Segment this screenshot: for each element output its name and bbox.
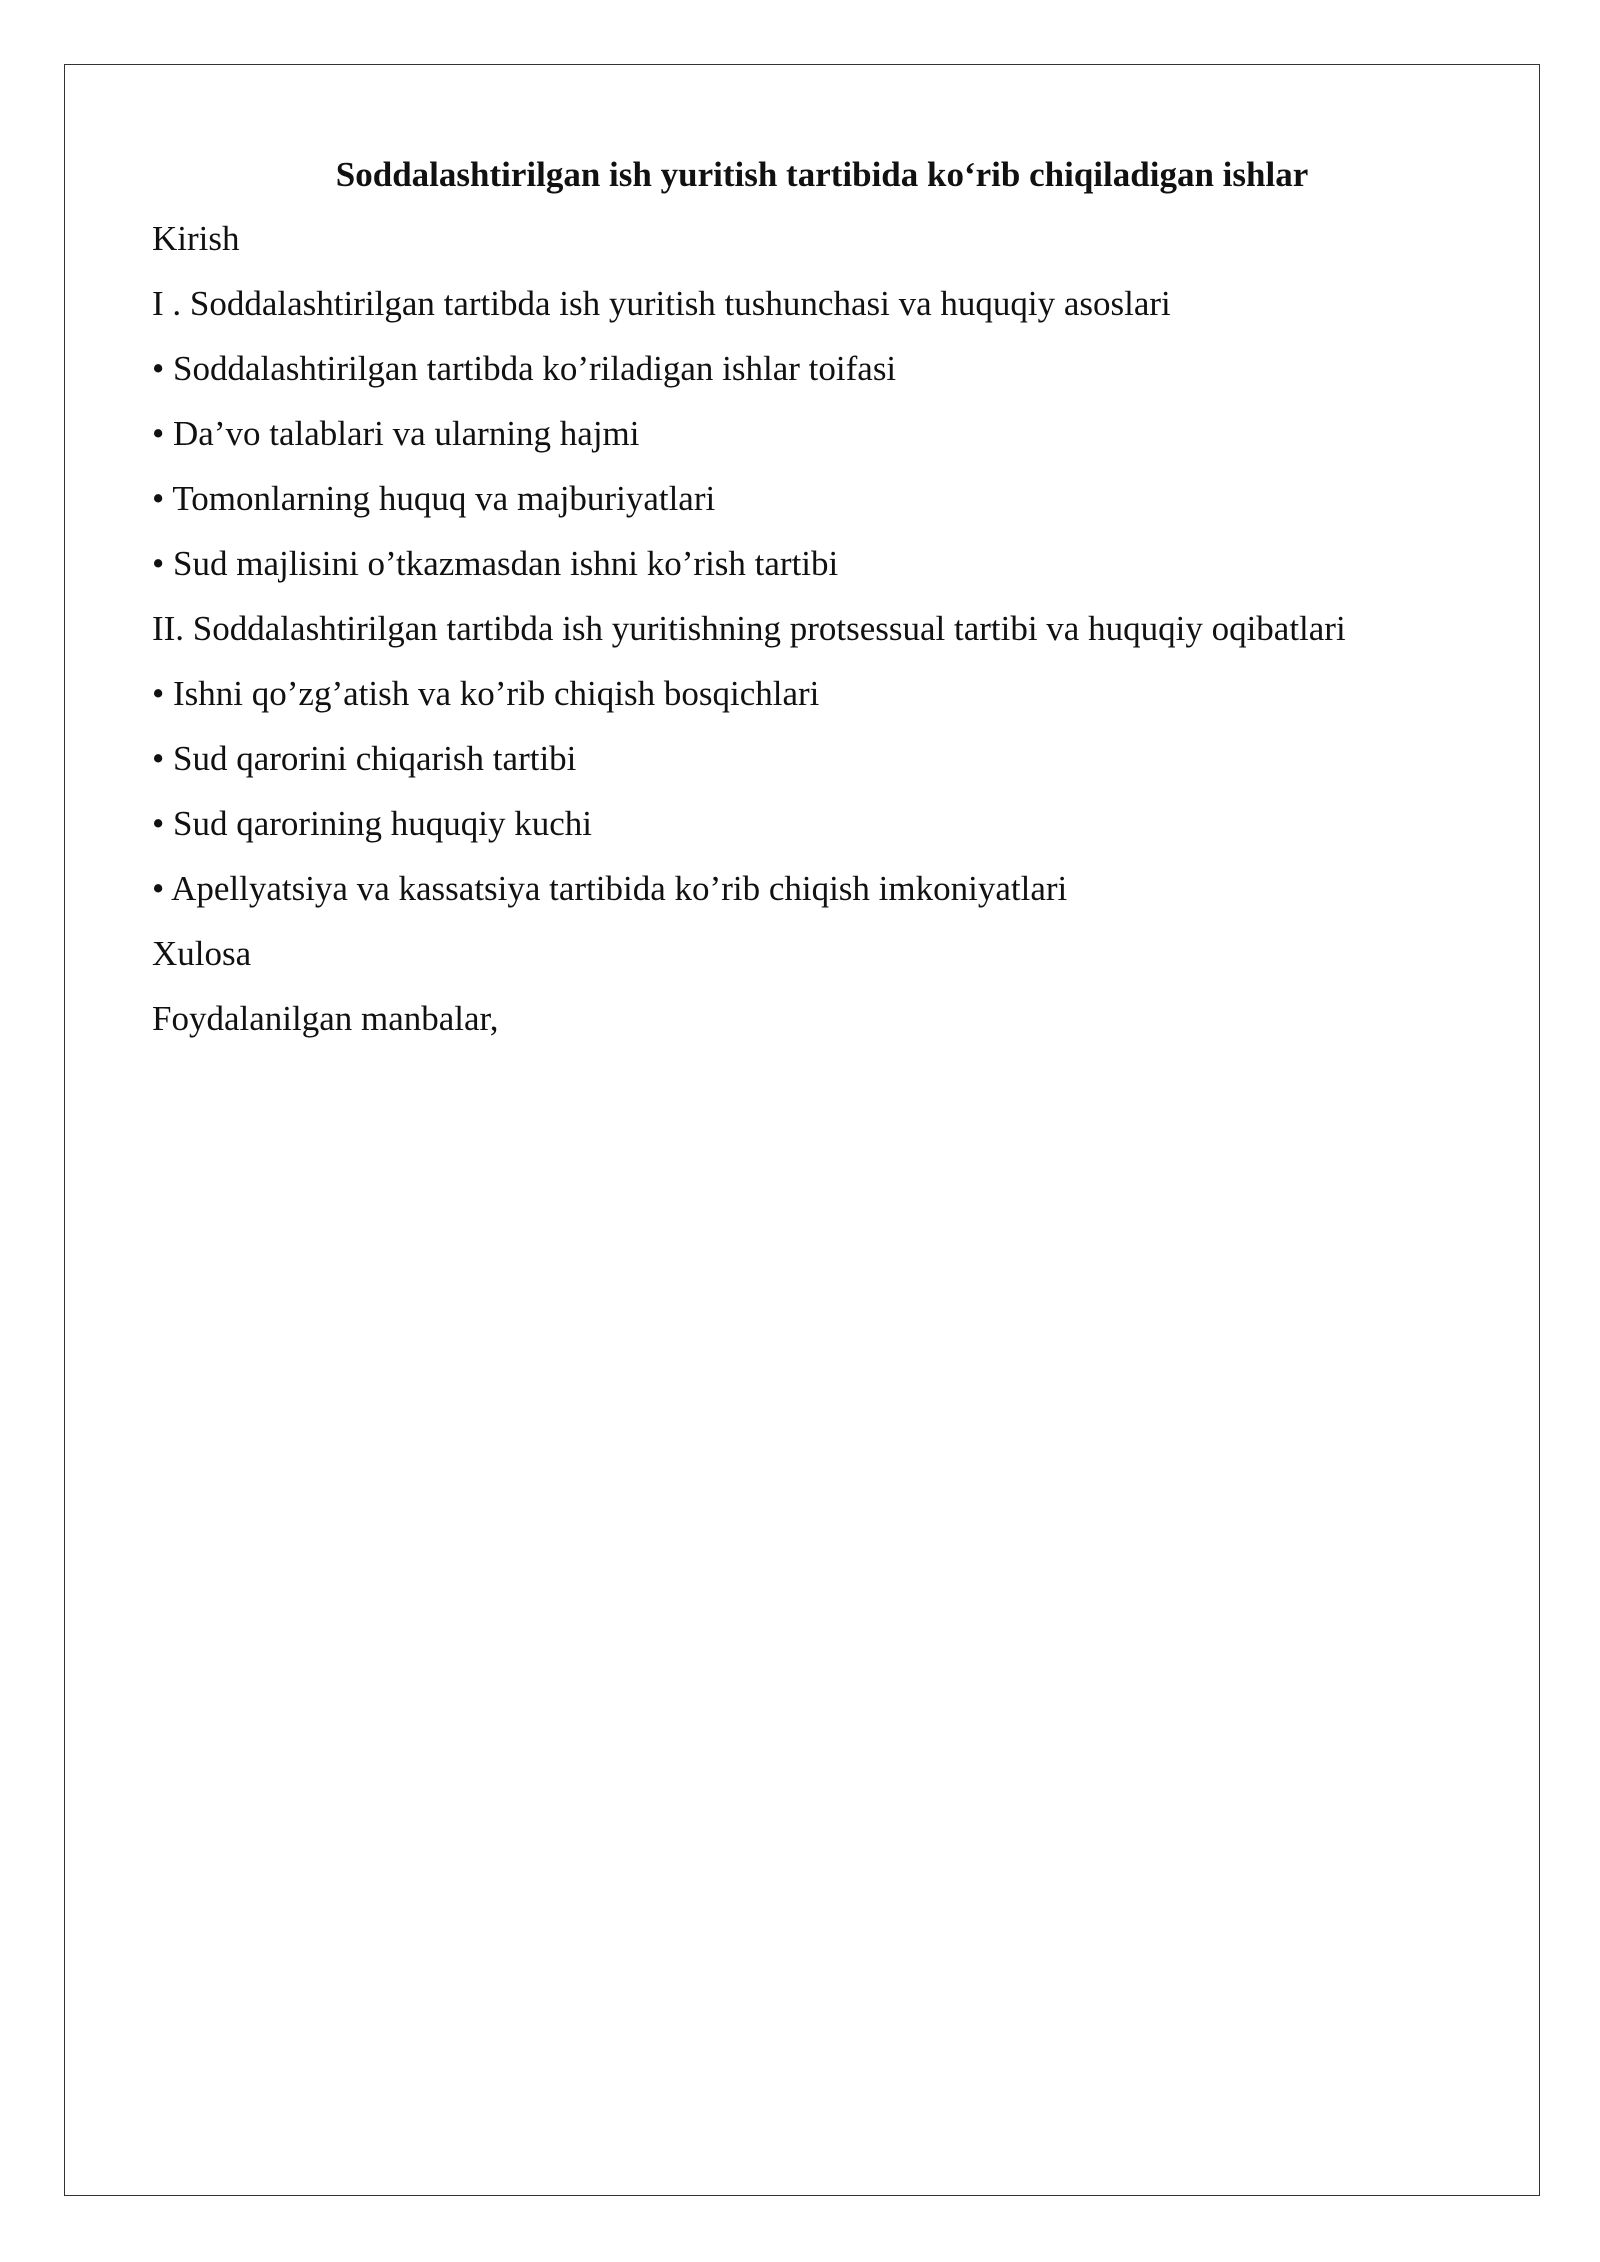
toc-bullet-item: • Ishni qo’zg’atish va ko’rib chiqish bosqichlari xyxy=(152,674,820,713)
toc-item-references: Foydalanilgan manbalar, xyxy=(152,999,499,1038)
document-body xyxy=(152,150,1492,1051)
toc-bullet-item: • Sud qarorini chiqarish tartibi xyxy=(152,739,577,778)
toc-bullet-item: • Apellyatsiya va kassatsiya tartibida ko’rib chiqish imkoniyatlari xyxy=(152,869,1068,908)
toc-bullet-item: • Soddalashtirilgan tartibda ko’riladigan ishlar toifasi xyxy=(152,349,897,388)
toc-section-2-heading: II. Soddalashtirilgan tartibda ish yuritishning protsessual tartibi va huquqiy oqibatlari xyxy=(152,609,1346,648)
document-title: Soddalashtirilgan ish yuritish tartibida ko‘rib chiqiladigan ishlar xyxy=(335,155,1309,194)
toc-item-introduction: Kirish xyxy=(152,219,240,258)
toc-bullet-item: • Sud majlisini o’tkazmasdan ishni ko’rish tartibi xyxy=(152,544,839,583)
toc-item-conclusion: Xulosa xyxy=(152,934,252,973)
toc-section-1-heading: I . Soddalashtirilgan tartibda ish yuritish tushunchasi va huquqiy asoslari xyxy=(152,284,1171,323)
toc-bullet-item: • Sud qarorining huquqiy kuchi xyxy=(152,804,592,843)
toc-bullet-item: • Da’vo talablari va ularning hajmi xyxy=(152,414,640,453)
toc-bullet-item: • Tomonlarning huquq va majburiyatlari xyxy=(152,479,716,518)
